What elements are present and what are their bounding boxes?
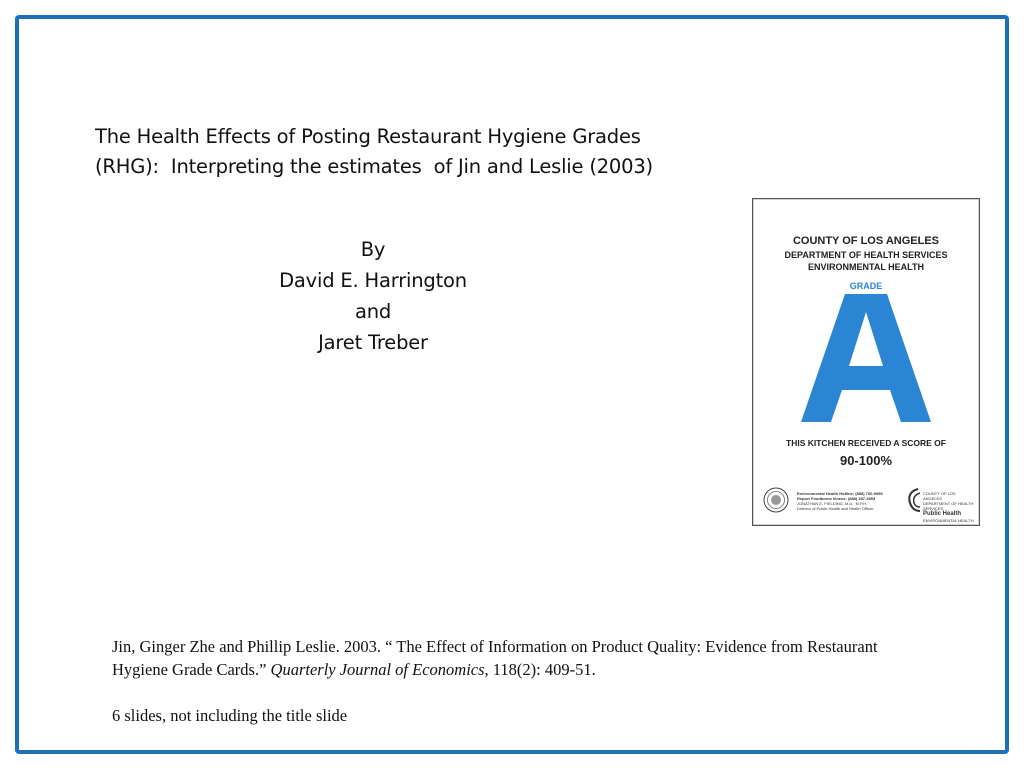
card-department — [753, 249, 979, 273]
card-public-health-logo-text — [923, 491, 975, 523]
title-line-2: (RHG): Interpreting the estimates of Jin and Leslie (2003) — [95, 155, 653, 178]
card-score-text: THIS KITCHEN RECEIVED A SCORE OF — [786, 438, 946, 448]
card-score-range: 90-100% — [839, 453, 893, 468]
grade-letter-a — [801, 294, 931, 424]
byline-and: and — [354, 300, 392, 323]
card-department-line-2: ENVIRONMENTAL HEALTH — [808, 262, 924, 272]
card-department-line-1: DEPARTMENT OF HEALTH SERVICES — [784, 250, 948, 260]
card-county: COUNTY OF LOS ANGELES — [792, 235, 940, 247]
citation-volume: , 118(2): 409-51. — [484, 660, 596, 679]
slide-count-note: 6 slides, not including the title slide — [112, 706, 348, 725]
author-2: Jaret Treber — [318, 331, 428, 354]
county-seal-icon — [763, 487, 789, 513]
title-line-1: The Health Effects of Posting Restaurant Hygiene Grades — [95, 125, 641, 148]
logo-line-2: DEPARTMENT OF HEALTH SERVICES — [923, 501, 974, 511]
officer-line-1: JONATHAN E. FIELDING, M.D., M.P.H. — [797, 501, 868, 506]
citation-journal: Quarterly Journal of Economics — [270, 660, 485, 679]
grade-card-image — [752, 198, 980, 526]
logo-line-3: Public Health — [923, 511, 962, 517]
public-health-logo-icon — [906, 487, 922, 513]
citation-authors-title: Jin, Ginger Zhe and Phillip Leslie. 2003. “ The Effect of Information on Product Quality: Evidence from Restaurant Hygiene Grade Cards.” — [112, 637, 878, 679]
author-1: David E. Harrington — [279, 269, 467, 292]
byline-by: By — [360, 238, 386, 261]
officer-line-2: Director of Public Health and Health Officer — [797, 506, 874, 511]
hotline-line-2: Report Foodborne Illness: (888) 397-3993 — [797, 496, 876, 501]
byline — [240, 234, 506, 358]
slide-title — [95, 122, 735, 182]
card-grade-label: GRADE — [849, 281, 883, 291]
citation — [112, 635, 932, 681]
logo-line-4: ENVIRONMENTAL HEALTH — [923, 518, 974, 523]
logo-line-1: COUNTY OF LOS ANGELES — [923, 491, 956, 501]
hotline-line-1: Environmental Health Hotline: (888) 700-9995 — [797, 491, 883, 496]
card-hotline-block — [797, 491, 902, 511]
